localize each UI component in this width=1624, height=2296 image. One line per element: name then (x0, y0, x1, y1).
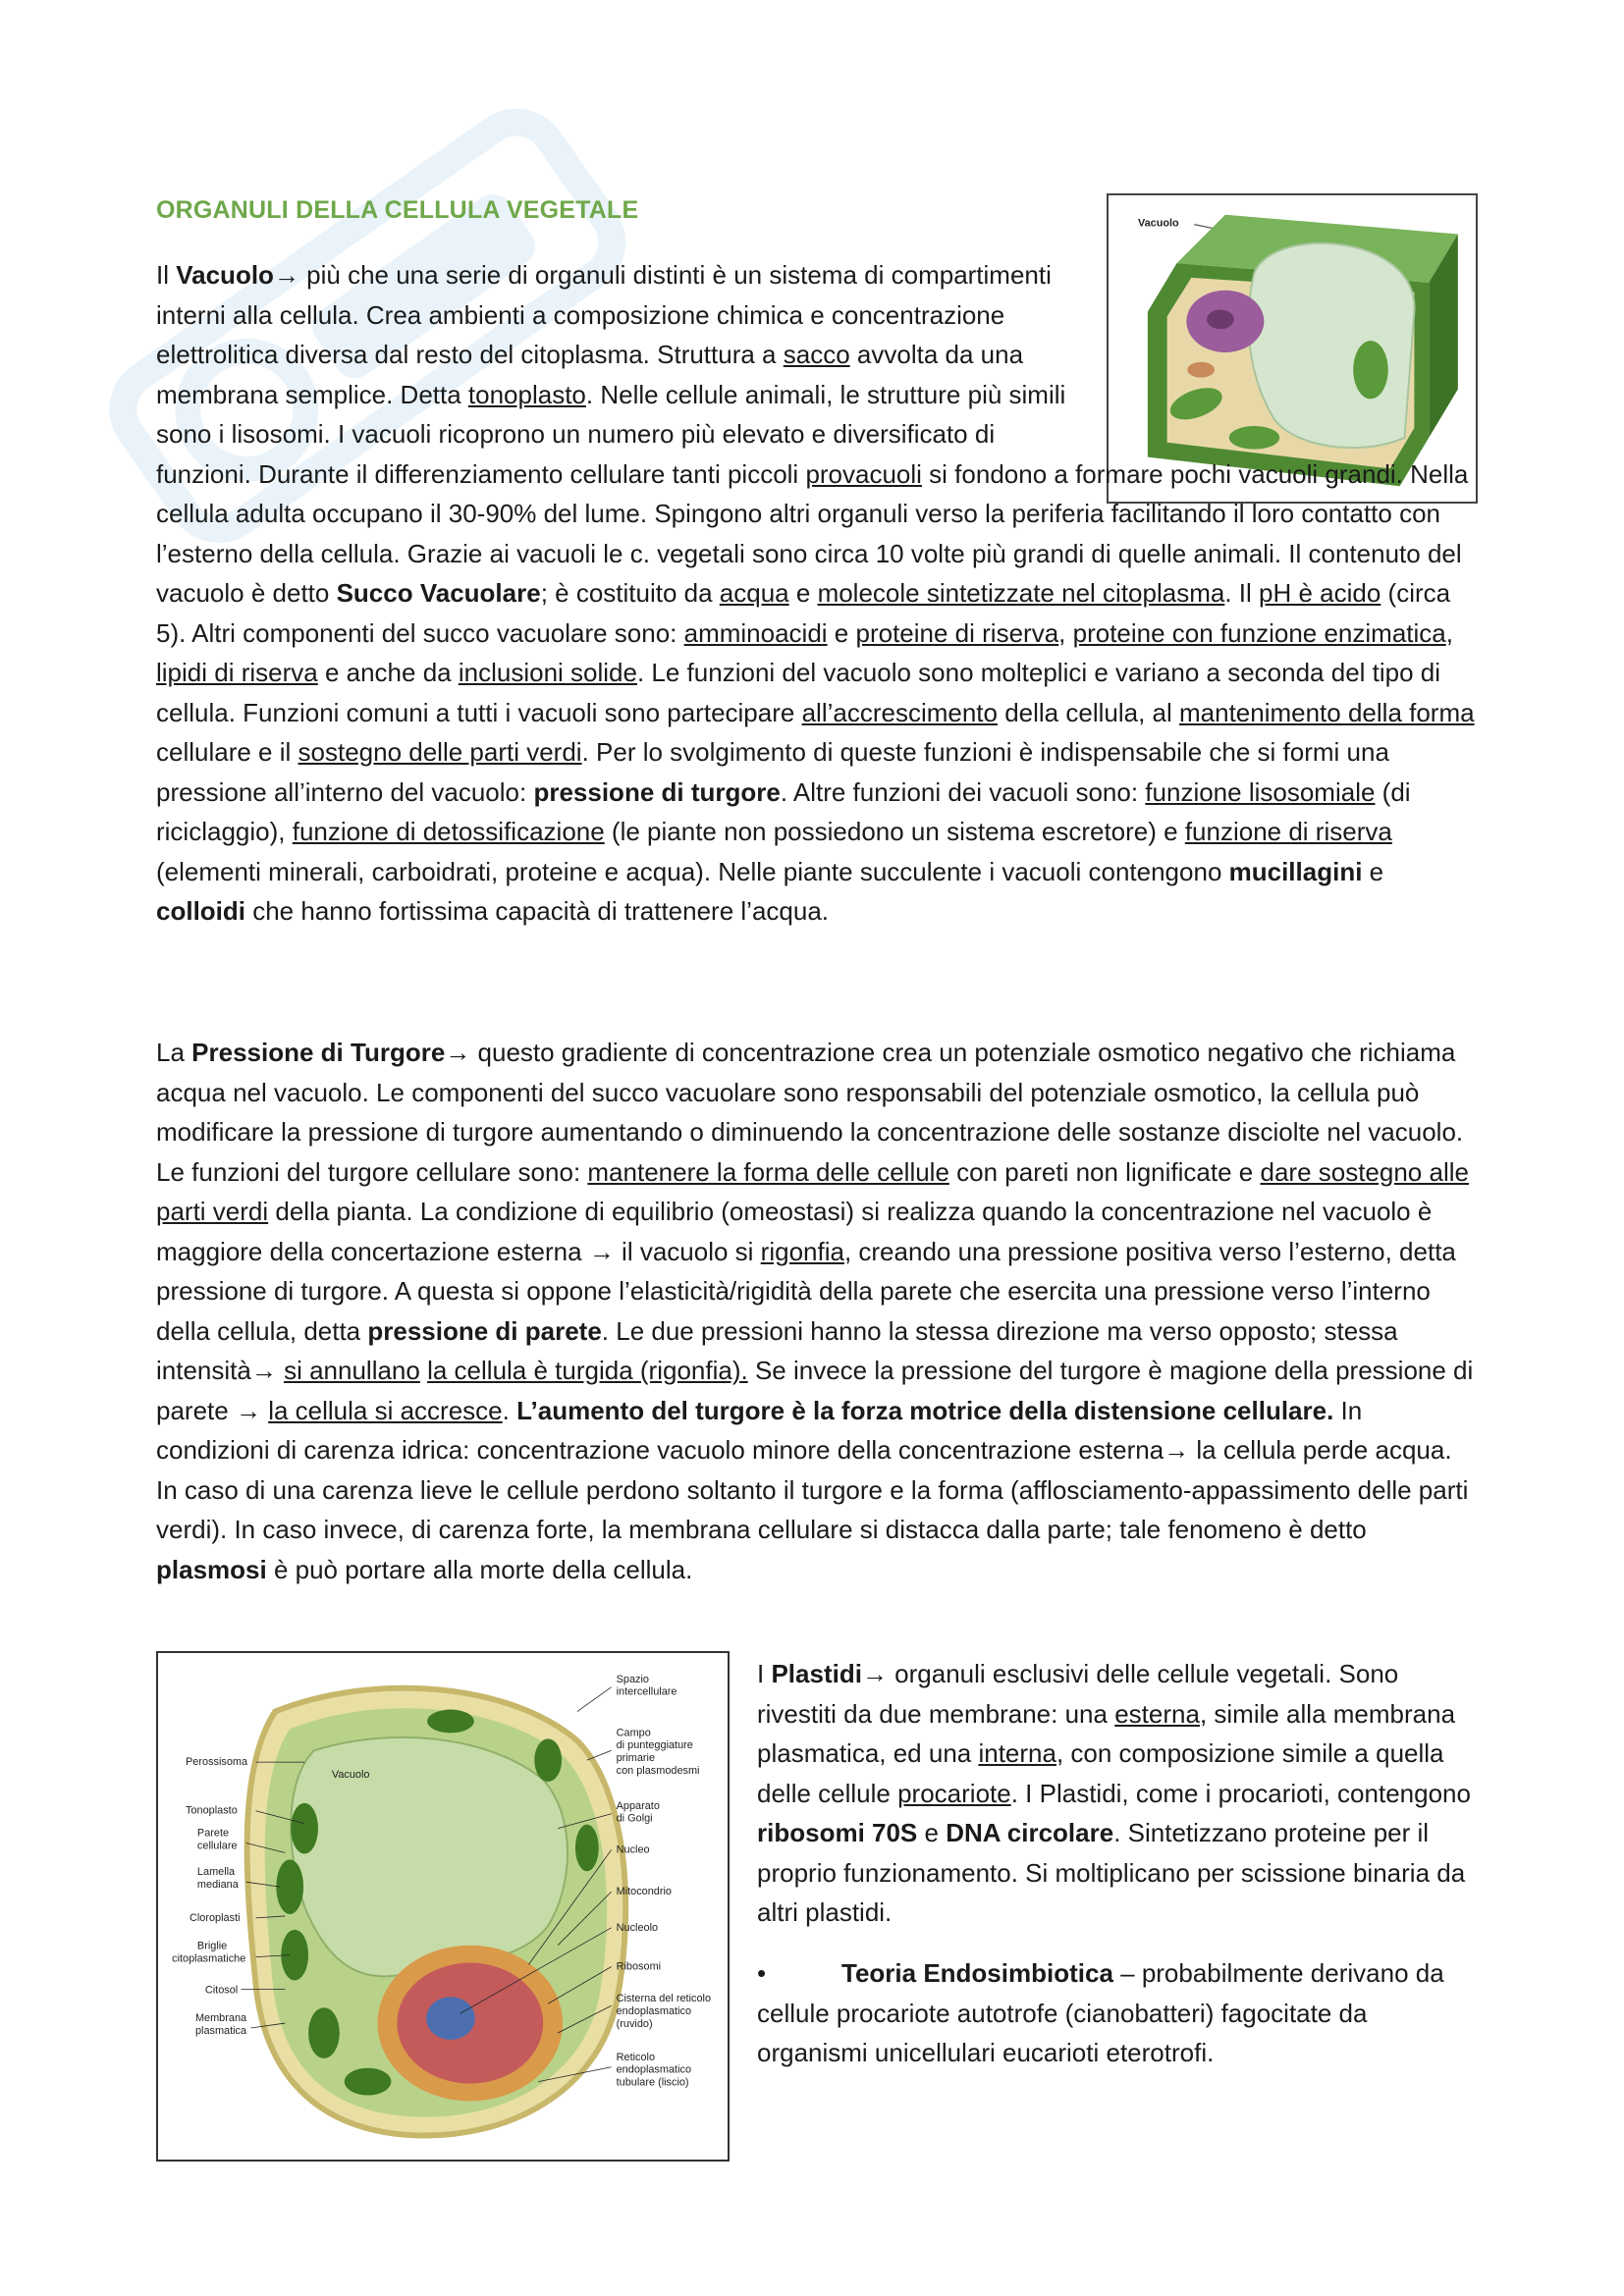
arrow-icon: → (445, 1038, 471, 1067)
svg-text:endoplasmatico: endoplasmatico (616, 2063, 692, 2076)
svg-text:Ribosomi: Ribosomi (616, 1960, 662, 1973)
arrow-icon: → (588, 1236, 615, 1266)
arrow-icon: → (273, 260, 299, 290)
svg-text:mediana: mediana (196, 1879, 239, 1892)
term-pressione-turgore: Pressione di Turgore (191, 1038, 446, 1067)
svg-text:Perossisoma: Perossisoma (186, 1756, 248, 1769)
bullet-icon: • (757, 1958, 767, 1988)
svg-text:(ruvido): (ruvido) (616, 2018, 653, 2031)
svg-text:Reticolo: Reticolo (616, 2051, 656, 2063)
svg-text:primarie: primarie (616, 1752, 656, 1765)
arrow-icon: → (1164, 1435, 1190, 1465)
svg-text:Campo: Campo (616, 1727, 651, 1739)
svg-text:Cloroplasti: Cloroplasti (189, 1911, 241, 1924)
svg-text:endoplasmatico: endoplasmatico (616, 2005, 692, 2018)
plant-cell-figure (156, 1651, 730, 2162)
term-teoria-endosimbiotica: Teoria Endosimbiotica (841, 1958, 1113, 1988)
term-plastidi: Plastidi (771, 1659, 862, 1688)
term-vacuolo: Vacuolo (176, 260, 274, 290)
arrow-icon: → (861, 1659, 888, 1688)
svg-text:Nucleolo: Nucleolo (616, 1921, 659, 1934)
turgore-paragraph: La Pressione di Turgore→ questo gradiente di concentrazione crea un potenziale osmotico negativo che richiama acqua nel vacuolo. Le componenti del succo vacuolare sono responsabili del potenziale osmotico, la cellula può modificare la pressione di turgore aumentando o diminuendo la concentrazione delle sostanze disciolte nel vacuolo. Le funzioni del turgore cellulare sono: mantenere la forma delle cellule con pareti non lignificate e dare sostegno alle parti verdi della pianta. La condizione di equilibrio (omeostasi) si realizza quando la concentrazione nel vacuolo è maggiore della concertazione esterna → il vacuolo si rigonfia, creando una pressione positiva verso l’esterno, detta pressione di turgore. A questa si oppone l’elasticità/rigidità della parete che esercita una pressione verso l’interno della cellula, detta pressione di parete. Le due pressioni hanno la stessa direzione ma verso opposto; stessa intensità→ si annullano la cellula è turgida (rigonfia). Se invece la pressione del turgore è magione della pressione di parete → la cellula si accresce. L’aumento del turgore è la forza motrice della distensione cellulare. In condizioni di carenza idrica: concentrazione vacuolo minore della concentrazione esterna→ la cellula perde acqua. In caso di una carenza lieve le cellule perdono soltanto il turgore e la forma (afflosciamento-appassimento delle parti verdi). In caso invece, di carenza forte, la membrana cellulare si distacca dalla parte; tale fenomeno è detto plasmosi è può portare alla morte della cellula. (156, 1038, 1474, 1584)
svg-text:di Golgi: di Golgi (616, 1812, 653, 1825)
svg-text:Mitocondrio: Mitocondrio (616, 1886, 673, 1898)
arrow-icon: → (235, 1395, 261, 1425)
svg-text:con plasmodesmi: con plasmodesmi (616, 1765, 700, 1778)
svg-text:citoplasmatiche: citoplasmatiche (172, 1952, 246, 1965)
endosimbiotica-bullet: • Teoria Endosimbiotica – probabilmente derivano da cellule procariote autotrofe (cianobatteri) fagocitate da organismi unicellulari eucarioti eterotrofi. (757, 1953, 1484, 2073)
svg-text:Membrana: Membrana (194, 2012, 247, 2025)
svg-text:cellulare: cellulare (196, 1840, 238, 1852)
svg-text:Nucleo: Nucleo (616, 1843, 650, 1856)
section-title: ORGANULI DELLA CELLULA VEGETALE (156, 196, 639, 224)
svg-text:Tonoplasto: Tonoplasto (186, 1804, 238, 1817)
vacuole-figure-label: Vacuolo (1138, 217, 1179, 230)
figure-spacer (1099, 190, 1477, 436)
svg-text:plasmatica: plasmatica (194, 2024, 247, 2037)
svg-text:Citosol: Citosol (204, 1984, 239, 1997)
plant-cell-diagram (158, 1653, 728, 2160)
svg-text:di punteggiature: di punteggiature (616, 1739, 693, 1752)
svg-text:tubulare (liscio): tubulare (liscio) (616, 2076, 689, 2089)
svg-text:Spazio: Spazio (616, 1673, 649, 1685)
vacuolo-label: Vacuolo (331, 1769, 370, 1782)
svg-text:intercellulare: intercellulare (616, 1685, 677, 1698)
vacuolo-paragraph: Il Vacuolo→ più che una serie di organuli distinti è un sistema di compartimenti interni alla cellula. Crea ambienti a composizione chimica e concentrazione elettrolitica diversa dal resto del citoplasma. Struttura a sacco avvolta da una membrana semplice. Detta tonoplasto. Nelle cellule animali, le strutture più simili sono i lisosomi. I vacuoli ricoprono un numero più elevato e diversificato di funzioni. Durante il differenziamento cellulare tanti piccoli provacuoli si fondono a formare pochi vacuoli grandi. Nella cellula adulta occupano il 30-90% del lume. Spingono altri organuli verso la periferia facilitando il loro contatto con l’esterno della cellula. Grazie ai vacuoli le c. vegetali sono circa 10 volte più grandi di quelle animali. Il contenuto del vacuolo è detto Succo Vacuolare; è costituito da acqua e molecole sintetizzate nel citoplasma. Il pH è acido (circa 5). Altri componenti del succo vacuolare sono: amminoacidi e proteine di riserva, proteine con funzione enzimatica, lipidi di riserva e anche da inclusioni solide. Le funzioni del vacuolo sono molteplici e variano a seconda del tipo di cellula. Funzioni comuni a tutti i vacuoli sono partecipare all’accrescimento della cellula, al mantenimento della forma cellulare e il sostegno delle parti verdi. Per lo svolgimento di queste funzioni è indispensabile che si formi una pressione all’interno del vacuolo: pressione di turgore. Altre funzioni dei vacuoli sono: funzione lisosomiale (di riciclaggio), funzione di detossificazione (le piante non possiedono un sistema escretore) e funzione di riserva (elementi minerali, carboidrati, proteine e acqua). Nelle piante succulente i vacuoli contengono mucillagini e colloidi che hanno fortissima capacità di trattenere l’acqua. (156, 255, 1477, 932)
svg-text:Apparato: Apparato (616, 1799, 660, 1812)
svg-text:Cisterna del reticolo: Cisterna del reticolo (616, 1993, 712, 2005)
svg-text:Parete: Parete (196, 1827, 230, 1840)
svg-text:Briglie: Briglie (196, 1940, 228, 1952)
svg-text:Lamella: Lamella (196, 1866, 236, 1879)
arrow-icon: → (250, 1356, 277, 1385)
plastidi-paragraph: I Plastidi→ organuli esclusivi delle cellule vegetali. Sono rivestiti da due membrane: una esterna, simile alla membrana plasmatica, ed una interna, con composizione simile a quella delle cellule procariote. I Plastidi, come i procarioti, contengono ribosomi 70S e DNA circolare. Sintetizzano proteine per il proprio funzionamento. Si moltiplicano per scissione binaria da altri plastidi. (757, 1659, 1471, 1927)
